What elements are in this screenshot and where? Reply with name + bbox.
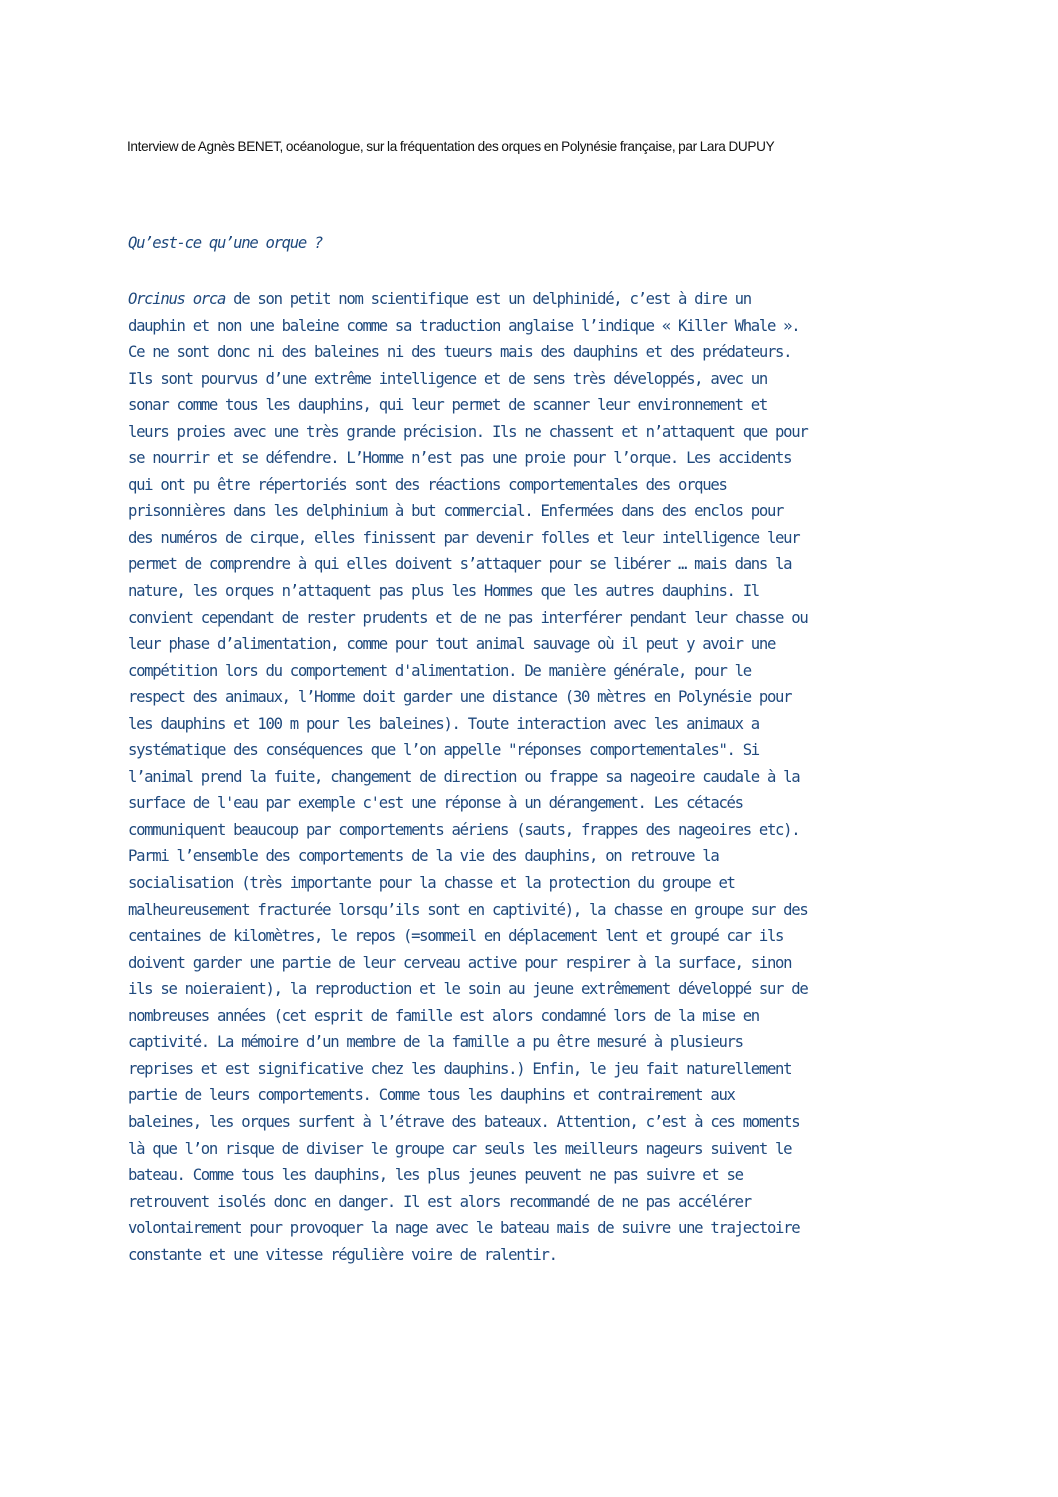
paragraph-line: ils se noieraient), la reproduction et le soin au jeune extrêmement développé sur de: [128, 980, 808, 999]
paragraph-line: l’animal prend la fuite, changement de direction ou frappe sa nageoire caudale à la: [128, 767, 800, 786]
paragraph-line: volontairement pour provoquer la nage avec le bateau mais de suivre une trajectoire: [128, 1219, 800, 1238]
paragraph-line: constante et une vitesse régulière voire de ralentir.: [128, 1245, 557, 1264]
paragraph-line: permet de comprendre à qui elles doivent s’attaquer pour se libérer … mais dans la: [128, 555, 792, 574]
paragraph-line: baleines, les orques surfent à l’étrave des bateaux. Attention, c’est à ces moments: [128, 1112, 800, 1131]
paragraph-line: retrouvent isolés donc en danger. Il est alors recommandé de ne pas accélérer: [128, 1192, 751, 1211]
paragraph-line: [128, 286, 958, 313]
paragraph-line: socialisation (très importante pour la chasse et la protection du groupe et: [128, 874, 735, 893]
paragraph-line: les dauphins et 100 m pour les baleines). Toute interaction avec les animaux a: [128, 714, 759, 733]
paragraph-line: leur phase d’alimentation, comme pour tout animal sauvage où il peut y avoir une: [128, 635, 776, 654]
paragraph-line: communiquent beaucoup par comportements aériens (sauts, frappes des nageoires etc).: [128, 820, 800, 839]
paragraph-line: reprises et est significative chez les dauphins.) Enfin, le jeu fait naturellement: [128, 1059, 792, 1078]
paragraph-line: des numéros de cirque, elles finissent par devenir folles et leur intelligence leur: [128, 528, 800, 547]
paragraph-line: bateau. Comme tous les dauphins, les plus jeunes peuvent ne pas suivre et se: [128, 1166, 743, 1185]
paragraph-line: systématique des conséquences que l’on appelle "réponses comportementales". Si: [128, 741, 759, 760]
document-header: Interview de Agnès BENET, océanologue, sur la fréquentation des orques en Polynésie française, par Lara DUPUY: [127, 139, 775, 154]
paragraph-line: surface de l'eau par exemple c'est une réponse à un dérangement. Les cétacés: [128, 794, 743, 813]
paragraph-line: respect des animaux, l’Homme doit garder une distance (30 mètres en Polynésie pour: [128, 688, 792, 707]
paragraph-line: nature, les orques n’attaquent pas plus les Hommes que les autres dauphins. Il: [128, 582, 759, 601]
paragraph-line: là que l’on risque de diviser le groupe car seuls les meilleurs nageurs suivent le: [128, 1139, 792, 1158]
paragraph-line: Ils sont pourvus d’une extrême intelligence et de sens très développés, avec un: [128, 369, 767, 388]
paragraph-line: dauphin et non une baleine comme sa traduction anglaise l’indique « Killer Whale ».: [128, 316, 800, 335]
paragraph-line: leurs proies avec une très grande précision. Ils ne chassent et n’attaquent que pour: [128, 422, 808, 441]
paragraph-line: partie de leurs comportements. Comme tous les dauphins et contrairement aux: [128, 1086, 735, 1105]
paragraph-line: doivent garder une partie de leur cerveau active pour respirer à la surface, sinon: [128, 953, 792, 972]
paragraph-line: nombreuses années (cet esprit de famille est alors condamné lors de la mise en: [128, 1006, 759, 1025]
answer-paragraph: [128, 286, 958, 1268]
paragraph-line: Parmi l’ensemble des comportements de la vie des dauphins, on retrouve la: [128, 847, 719, 866]
paragraph-line-rest: de son petit nom scientifique est un delphinidé, c’est à dire un: [225, 290, 751, 308]
paragraph-line: qui ont pu être répertoriés sont des réactions comportementales des orques: [128, 475, 727, 494]
paragraph-line: compétition lors du comportement d'alimentation. De manière générale, pour le: [128, 661, 751, 680]
paragraph-line: captivité. La mémoire d’un membre de la famille a pu être mesuré à plusieurs: [128, 1033, 743, 1052]
paragraph-line: malheureusement fracturée lorsqu’ils sont en captivité), la chasse en groupe sur des: [128, 900, 808, 919]
paragraph-line: convient cependant de rester prudents et de ne pas interférer pendant leur chasse ou: [128, 608, 808, 627]
paragraph-line: sonar comme tous les dauphins, qui leur permet de scanner leur environnement et: [128, 396, 767, 415]
scientific-name: Orcinus orca: [128, 290, 226, 308]
question-heading: Qu’est-ce qu’une orque ?: [128, 234, 323, 252]
paragraph-line: se nourrir et se défendre. L’Homme n’est pas une proie pour l’orque. Les accidents: [128, 449, 792, 468]
paragraph-line: prisonnières dans les delphinium à but commercial. Enfermées dans des enclos pour: [128, 502, 784, 521]
paragraph-line: Ce ne sont donc ni des baleines ni des tueurs mais des dauphins et des prédateurs.: [128, 343, 792, 362]
paragraph-line: centaines de kilomètres, le repos (=sommeil en déplacement lent et groupé car ils: [128, 927, 784, 946]
